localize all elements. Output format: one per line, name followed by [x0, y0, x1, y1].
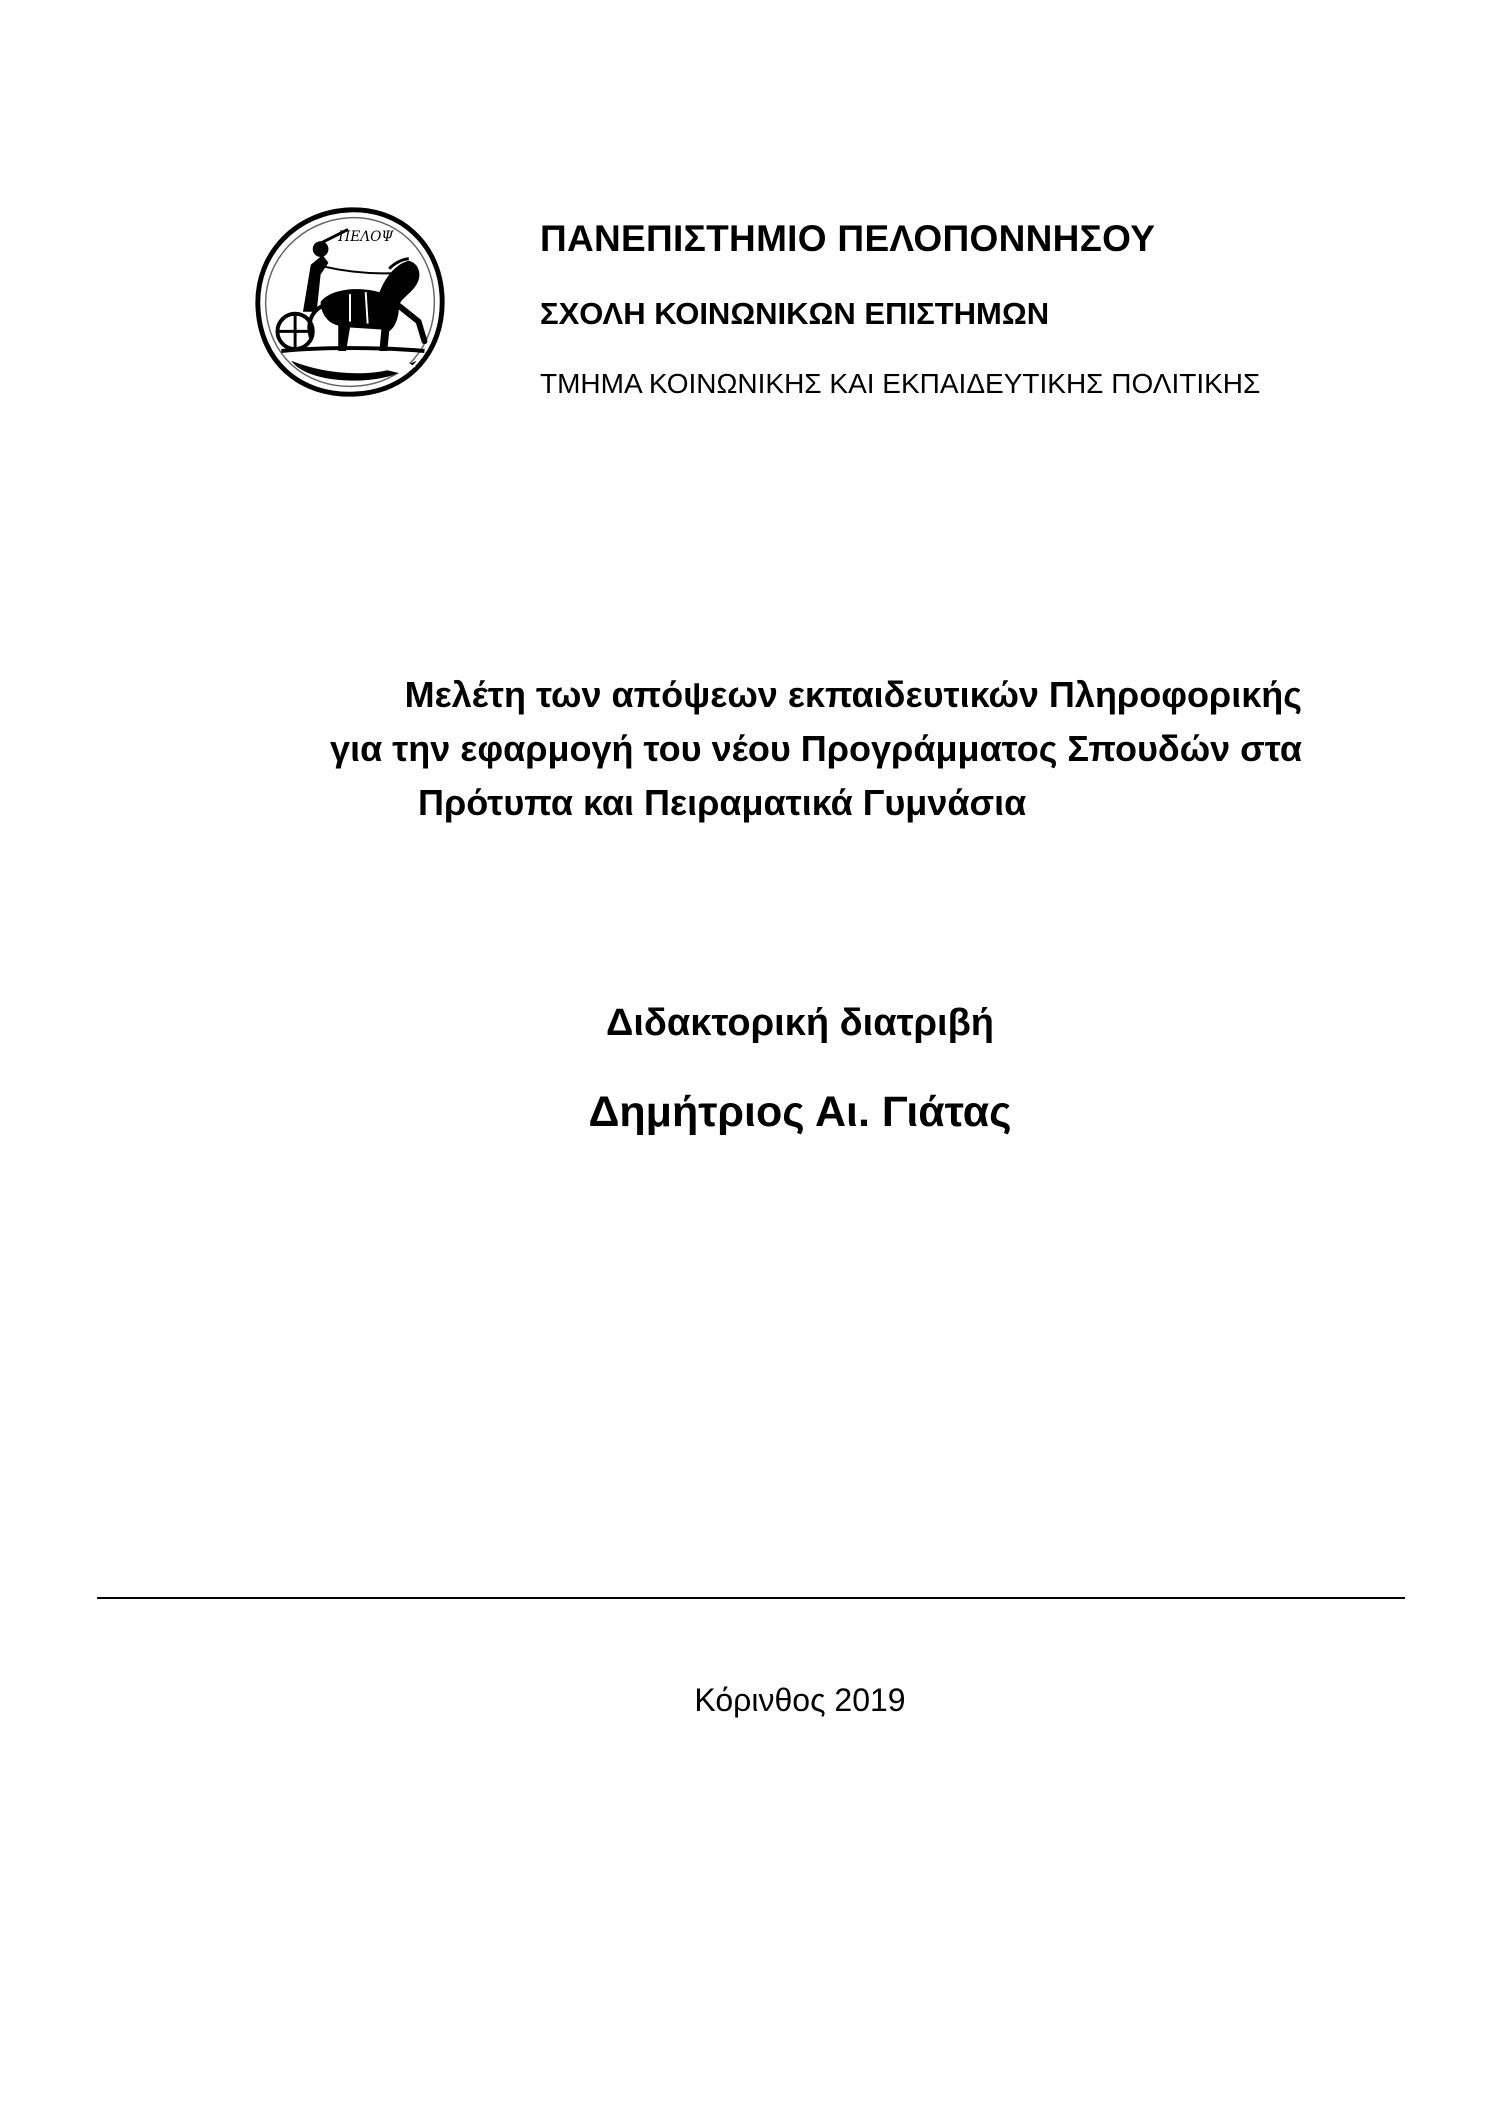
thesis-title-line: Μελέτη των απόψεων εκπαιδευτικών Πληροφορικής — [404, 674, 1302, 715]
author-name: Δημήτριος Αι. Γιάτας — [588, 1088, 1012, 1136]
document-type: Διδακτορική διατριβή — [606, 1002, 994, 1044]
svg-text:ΠΕΛΟΨ: ΠΕΛΟΨ — [338, 229, 394, 246]
university-seal-icon — [252, 204, 448, 400]
horizontal-divider — [97, 1597, 1405, 1599]
department-name: ΤΜΗΜΑ ΚΟΙΝΩΝΙΚΗΣ ΚΑΙ ΕΚΠΑΙΔΕΥΤΙΚΗΣ ΠΟΛΙΤΙΚΗΣ — [540, 368, 1261, 399]
university-name: ΠΑΝΕΠΙΣΤΗΜΙΟ ΠΕΛΟΠΟΝΝΗΣΟΥ — [540, 218, 1156, 259]
place-and-date: Κόρινθος 2019 — [694, 1682, 906, 1718]
thesis-title-line: για την εφαρμογή του νέου Προγράμματος Σπουδών στα — [330, 728, 1302, 769]
thesis-title-line: Πρότυπα και Πειραματικά Γυμνάσια — [418, 782, 1027, 823]
school-name: ΣΧΟΛΗ ΚΟΙΝΩΝΙΚΩΝ ΕΠΙΣΤΗΜΩΝ — [540, 296, 1050, 331]
thesis-title — [160, 668, 1302, 830]
